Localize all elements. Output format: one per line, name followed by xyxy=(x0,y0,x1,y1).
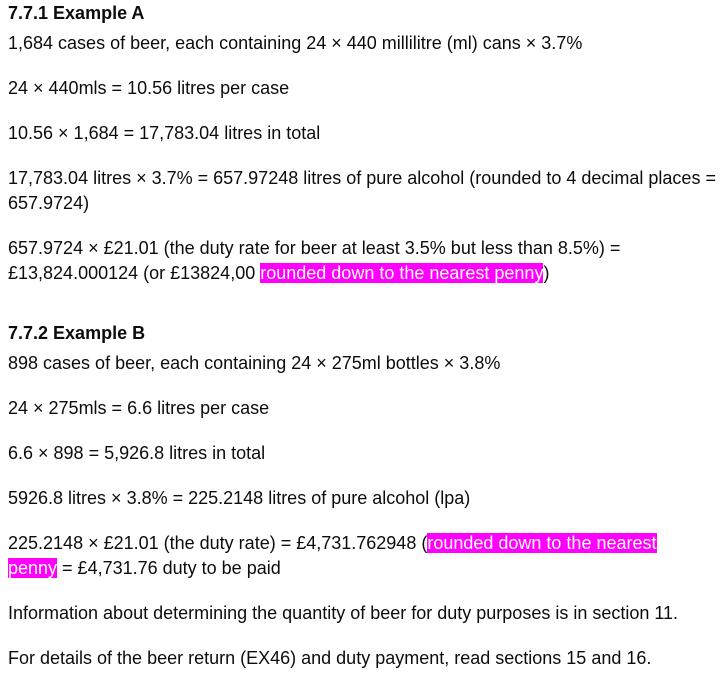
example-a-heading: 7.7.1 Example A xyxy=(8,3,145,23)
footer-info-text: Information about determining the quantity of beer for duty purposes is in section 11. xyxy=(8,603,679,623)
example-a-highlight: rounded down to the nearest penny xyxy=(260,263,544,283)
footer-details-text: For details of the beer return (EX46) and duty payment, read sections 15 and 16. xyxy=(8,648,652,668)
example-a-line-4: 17,783.04 litres × 3.7% = 657.97248 litres of pure alcohol (rounded to 4 decimal places = 657.9724) xyxy=(8,168,716,213)
example-b-heading: 7.7.2 Example B xyxy=(8,323,146,343)
example-b-line-3: 6.6 × 898 = 5,926.8 litres in total xyxy=(8,443,266,463)
example-b-line-5 xyxy=(8,531,698,581)
example-b-line-5-end: = £4,731.76 duty to be paid xyxy=(57,558,281,578)
example-a-line-2: 24 × 440mls = 10.56 litres per case xyxy=(8,78,290,98)
example-a-line-5 xyxy=(8,236,728,286)
example-b-highlight: rounded down to the nearest penny xyxy=(8,533,657,578)
example-b-line-2: 24 × 275mls = 6.6 litres per case xyxy=(8,398,270,418)
example-b-line-5-text: 225.2148 × £21.01 (the duty rate) = £4,731.762948 ( xyxy=(8,533,428,553)
example-b-line-1: 898 cases of beer, each containing 24 × 275ml bottles × 3.8% xyxy=(8,353,501,373)
example-b-line-4: 5926.8 litres × 3.8% = 225.2148 litres of pure alcohol (lpa) xyxy=(8,488,471,508)
example-a-line-1: 1,684 cases of beer, each containing 24 × 440 millilitre (ml) cans × 3.7% xyxy=(8,33,583,53)
example-a-line-5-text: 657.9724 × £21.01 (the duty rate for beer at least 3.5% but less than 8.5%) = £13,824.000124 (or £13824,00 xyxy=(8,238,621,283)
example-a-line-3: 10.56 × 1,684 = 17,783.04 litres in total xyxy=(8,123,321,143)
example-a-line-5-end: ) xyxy=(543,263,550,283)
